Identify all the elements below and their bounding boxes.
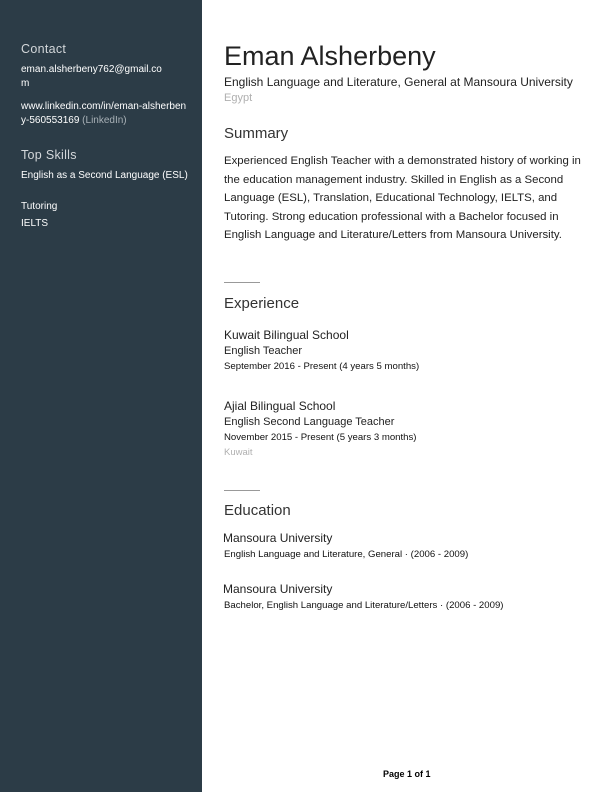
school: Mansoura University <box>223 582 333 596</box>
profile-name: Eman Alsherbeny <box>224 41 436 71</box>
company: Kuwait Bilingual School <box>224 328 349 342</box>
summary-heading: Summary <box>224 125 289 142</box>
school: Mansoura University <box>223 531 333 545</box>
job-location: Kuwait <box>224 447 253 458</box>
degree: English Language and Literature, General · (2006 - 2009) <box>224 549 469 560</box>
experience-heading: Experience <box>224 295 300 312</box>
divider <box>224 282 260 283</box>
skill-item: IELTS <box>21 218 49 229</box>
company: Ajial Bilingual School <box>224 399 336 413</box>
skills-heading: Top Skills <box>21 148 77 162</box>
job-title: English Second Language Teacher <box>224 416 395 428</box>
linkedin-link[interactable]: www.linkedin.com/in/eman-alsherbeny-560553169 (LinkedIn) <box>21 101 187 126</box>
job-dates: November 2015 - Present (5 years 3 months) <box>224 432 417 443</box>
headline: English Language and Literature, General at Mansoura University <box>224 75 573 89</box>
divider <box>224 490 260 491</box>
skill-item: English as a Second Language (ESL) <box>21 170 188 181</box>
sidebar <box>0 0 202 792</box>
job-title: English Teacher <box>224 345 303 357</box>
job-dates: September 2016 - Present (4 years 5 months) <box>224 361 420 372</box>
contact-heading: Contact <box>21 42 67 56</box>
location: Egypt <box>224 92 253 104</box>
summary-text: Experienced English Teacher with a demonstrated history of working in the education management industry. Skilled in English as a Second Language (ESL), Translation, Educational Technology, IELTS, and Tutoring. Strong education professional with a Bachelor focused in English Language and Literature/Letters from Mansoura University. <box>224 155 581 242</box>
page-number: Page 1 of 1 <box>383 769 431 779</box>
degree: Bachelor, English Language and Literature/Letters · (2006 - 2009) <box>224 600 504 611</box>
education-heading: Education <box>224 502 291 519</box>
skill-item: Tutoring <box>21 201 58 212</box>
email[interactable]: eman.alsherbeny762@gmail.co m <box>21 64 162 89</box>
